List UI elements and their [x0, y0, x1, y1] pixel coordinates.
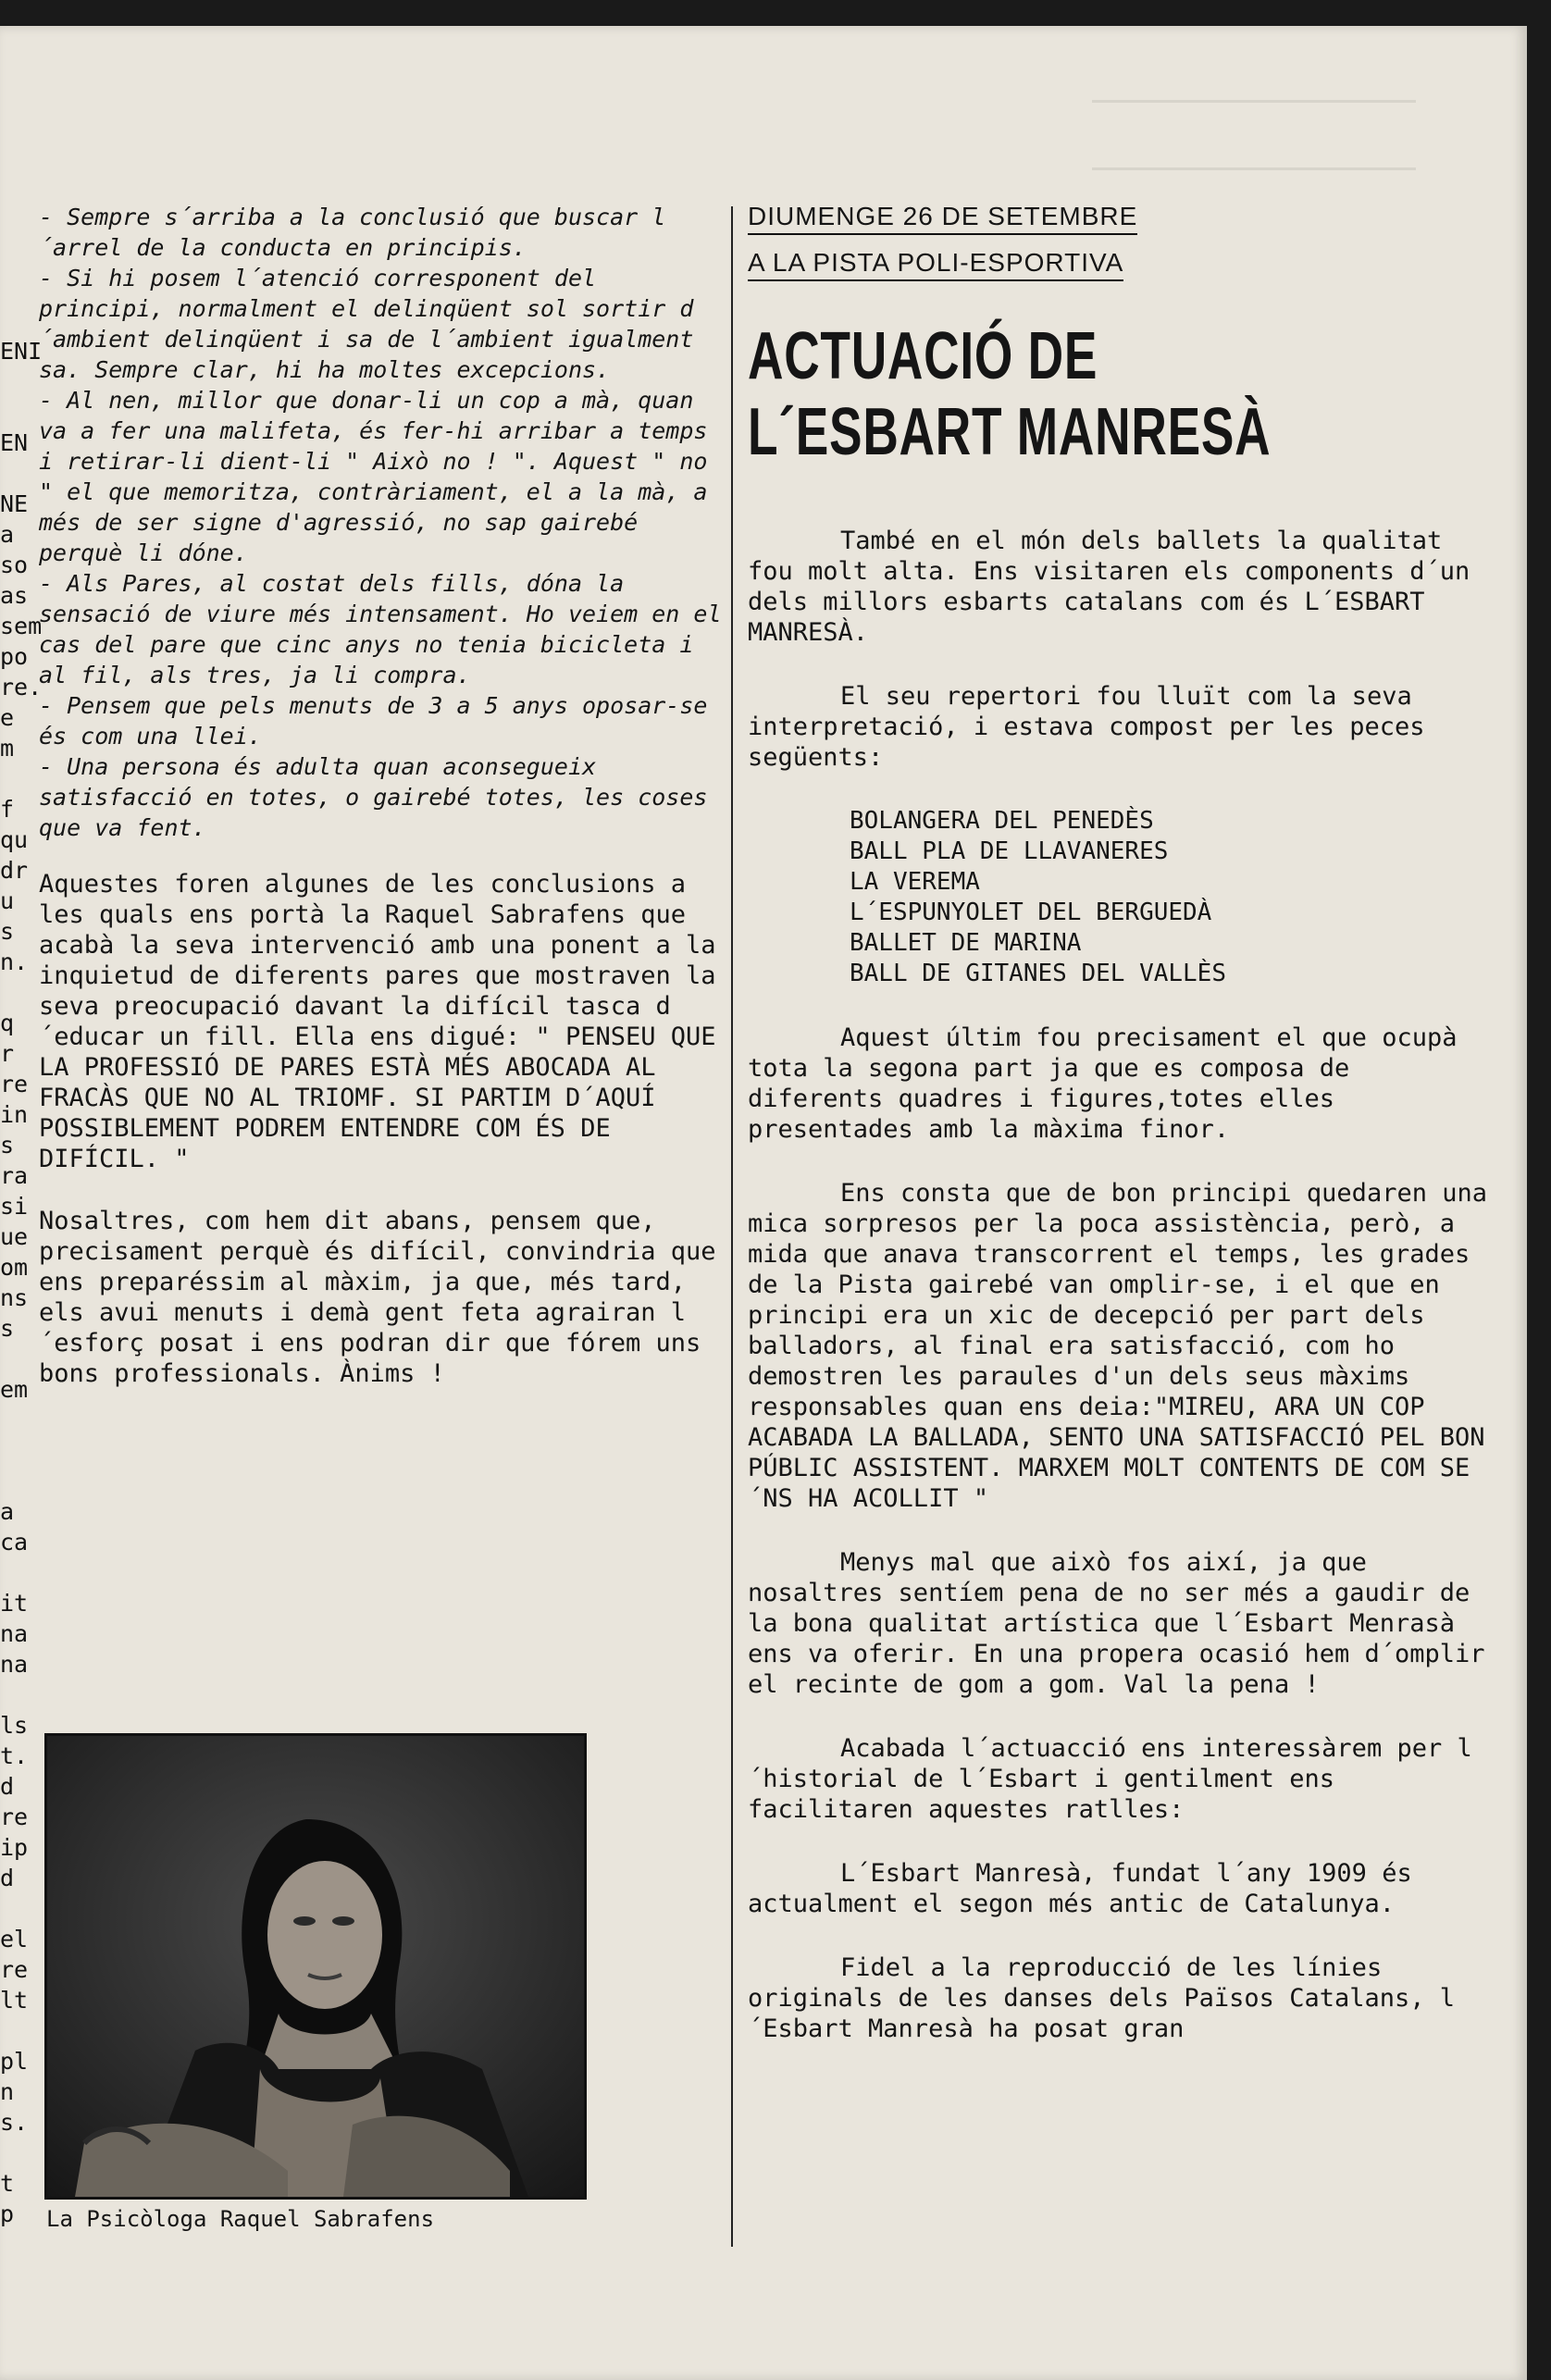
edge-fragment: s [0, 1315, 15, 1342]
edge-fragment: po [0, 643, 29, 670]
edge-fragment: so [0, 552, 29, 578]
edge-fragment: ra [0, 1162, 29, 1189]
conclusion-item: - Una persona és adulta quan aconsegueix satisfacció en totes, o gairebé totes, les coses que va fent. [39, 753, 708, 841]
photo-caption: La Psicòloga Raquel Sabrafens [46, 2206, 435, 2232]
edge-fragment [0, 1557, 51, 1588]
edge-fragment: lt [0, 1987, 29, 2014]
edge-fragment: s. [0, 2109, 29, 2136]
edge-fragment: re. [0, 674, 43, 700]
headline-line-1: ACTUACIÓ DE [748, 319, 1098, 393]
dance-item: BALL DE GITANES DEL VALLÈS [850, 960, 1226, 987]
edge-fragment: na [0, 1651, 29, 1678]
edge-fragment: ls [0, 1712, 29, 1739]
psychologist-photo [44, 1733, 587, 2200]
edge-fragment: NE [0, 490, 29, 517]
dance-item: LA VEREMA [850, 868, 980, 896]
edge-fragment: p [0, 2200, 15, 2227]
edge-fragment: ue [0, 1223, 29, 1250]
bleed-through-title-band [1092, 100, 1416, 170]
edge-fragment: pl [0, 2048, 29, 2075]
edge-fragment: ca [0, 1529, 29, 1556]
right-paragraph-3: Aquest últim fou precisament el que ocupà tota la segona part ja que es composa de diferents quadres i figures,totes elles presentades amb la màxima finor. [748, 1023, 1458, 1144]
edge-fragment: r [0, 1040, 15, 1067]
edge-fragment: e [0, 704, 15, 731]
right-column [748, 202, 1488, 2044]
edge-fragment: re [0, 1804, 29, 1830]
conclusion-item: - Als Pares, al costat dels fills, dóna la sensació de viure més intensament. Ho veiem en el cas del pare que cinc anys no tenia bicicleta i al fil, als tres, ja li compra. [39, 570, 722, 688]
left-paragraph-2: Nosaltres, com hem dit abans, pensem que, precisament perquè és difícil, convindria que ens preparéssim al màxim, ja que, més tard, els avui menuts i demà gent feta agrairan l´esforç posat i ens podran dir que fórem uns bons professionals. Ànims ! [39, 1207, 716, 1388]
edge-fragment: na [0, 1620, 29, 1647]
right-paragraph-2: El seu repertori fou lluït com la seva interpretació, i estava compost per les peces següents: [748, 682, 1425, 772]
edge-fragment: t. [0, 1742, 29, 1769]
edge-fragment: re [0, 1956, 29, 1983]
edge-fragment: em [0, 1376, 29, 1403]
edge-fragment: el [0, 1926, 29, 1952]
edge-fragment: dr [0, 857, 29, 884]
edge-fragment: d [0, 1865, 15, 1891]
edge-fragment: om [0, 1254, 29, 1281]
edge-fragment: m [0, 735, 15, 762]
repertoire-list [850, 806, 1488, 989]
edge-fragment: d [0, 1773, 15, 1800]
conclusions-list [39, 202, 724, 843]
edge-fragment: re [0, 1071, 29, 1097]
conclusion-item: - Pensem que pels menuts de 3 a 5 anys oposar-se és com una llei. [39, 692, 708, 750]
newspaper-page [0, 26, 1527, 2380]
edge-fragment: qu [0, 826, 29, 853]
edge-fragment: sem [0, 613, 43, 639]
edge-fragment: it [0, 1590, 29, 1617]
article-headline [748, 318, 1296, 470]
edge-fragment: a [0, 1498, 15, 1525]
kicker-date: DIUMENGE 26 DE SETEMBRE [748, 202, 1137, 235]
left-paragraph-1: Aquestes foren algunes de les conclusions a les quals ens portà la Raquel Sabrafens que acabà la seva intervenció amb una ponent a la inquietud de diferents pares que mostraven la seva preocupació davant la difícil tasca d´educar un fill. Ella ens digué: " PENSEU QUE LA PROFESSIÓ DE PARES ESTÀ MÉS ABOCADA AL FRACÀS QUE NO AL TRIOMF. SI PARTIM D´AQUÍ POSSIBLEMENT PODREM ENTENDRE COM ÉS DE DIFÍCIL. " [39, 870, 716, 1173]
right-paragraph-8: Fidel a la reproducció de les línies originals de les danses dels Països Catalans, l´Esbart Manresà ha posat gran [748, 1953, 1456, 2043]
edge-fragment [0, 1680, 51, 1710]
edge-fragment: s [0, 1132, 15, 1159]
left-column [39, 202, 724, 1389]
edge-fragment: u [0, 887, 15, 914]
right-paragraph-6: Acabada l´actuacció ens interessàrem per l´historial de l´Esbart i gentilment ens facilitaren aquestes ratlles: [748, 1734, 1472, 1824]
edge-fragment: as [0, 582, 29, 609]
edge-fragment: t [0, 2170, 15, 2197]
edge-fragment [0, 1466, 51, 1496]
dance-item: BOLANGERA DEL PENEDÈS [850, 807, 1154, 835]
kicker-venue: A LA PISTA POLI-ESPORTIVA [748, 248, 1123, 281]
edge-fragment: n [0, 2078, 15, 2105]
column-divider [731, 206, 733, 2247]
edge-fragment: n. [0, 948, 29, 975]
right-paragraph-1: També en el món dels ballets la qualitat fou molt alta. Ens visitaren els components d´un dels millors esbarts catalans com és L´ESBART MANRESÀ. [748, 527, 1470, 647]
edge-fragment: q [0, 1010, 15, 1036]
edge-fragment [0, 1893, 51, 1924]
edge-fragment [0, 1405, 51, 1435]
conclusion-item: - Sempre s´arriba a la conclusió que buscar l´arrel de la conducta en principis. [39, 204, 666, 261]
dance-item: BALL PLA DE LLAVANERES [850, 837, 1169, 865]
edge-fragment: in [0, 1101, 29, 1128]
edge-fragment: s [0, 918, 15, 945]
edge-fragment: ENI [0, 338, 43, 365]
conclusion-item: - Si hi posem l´atenció corresponent del principi, normalment el delinqüent sol sortir d´ambient delinqüent i sa de l´ambient igualment sa. Sempre clar, hi ha moltes excepcions. [39, 265, 694, 383]
edge-fragment [0, 2138, 51, 2168]
edge-fragment: si [0, 1193, 29, 1220]
edge-fragment: ns [0, 1284, 29, 1311]
headline-line-2: L´ESBART MANRESÀ [748, 395, 1272, 469]
dance-item: BALLET DE MARINA [850, 929, 1082, 957]
edge-fragment [0, 2015, 51, 2046]
edge-fragment [0, 1435, 51, 1466]
edge-fragment: EN [0, 429, 29, 456]
edge-fragment: a [0, 521, 15, 548]
right-paragraph-5: Menys mal que això fos així, ja que nosaltres sentíem pena de no ser més a gaudir de la bona qualitat artística que l´Esbart Menrasà ens va oferir. En una propera ocasió hem d´omplir el recinte de gom a gom. Val la pena ! [748, 1548, 1485, 1699]
right-paragraph-4: Ens consta que de bon principi quedaren una mica sorpresos per la poca assistència, però, a mida que anava transcorrent el temps, les grades de la Pista gairebé van omplir-se, i el que en principi era un xic de decepció per part dels balladors, al final era satisfacció, com ho demostren les paraules d'un dels seus màxims responsables quan ens deia:"MIREU, ARA UN COP ACABADA LA BALLADA, SENTO UNA SATISFACCIÓ PEL BON PÚBLIC ASSISTENT. MARXEM MOLT CONTENTS DE COM SE´NS HA ACOLLIT " [748, 1179, 1487, 1513]
dance-item: L´ESPUNYOLET DEL BERGUEDÀ [850, 899, 1212, 926]
edge-fragment: ip [0, 1834, 29, 1861]
edge-fragment: f [0, 796, 15, 823]
right-paragraph-7: L´Esbart Manresà, fundat l´any 1909 és actualment el segon més antic de Catalunya. [748, 1859, 1412, 1918]
conclusion-item: - Al nen, millor que donar-li un cop a mà, quan va a fer una malifeta, és fer-hi arribar a temps i retirar-li dient-li " Això no ! ". Aquest " no " el que memoritza, contràriament, el a la mà, a més de ser signe d'agressió, no sap gairebé perquè li dóne. [39, 387, 708, 566]
